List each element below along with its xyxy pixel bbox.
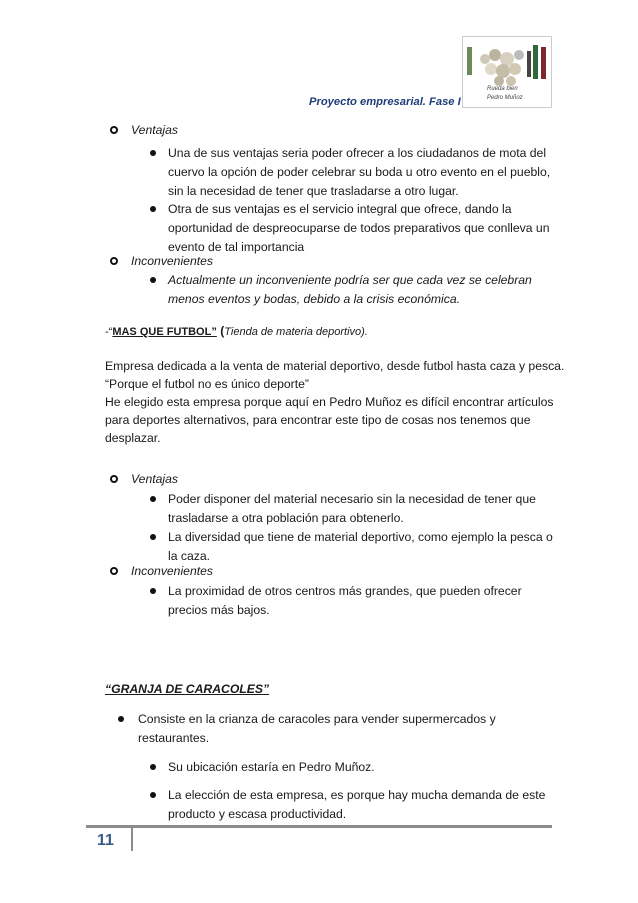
- bullet-circle: [110, 567, 118, 575]
- title-paren: (: [216, 324, 225, 338]
- logo-caption-1: Rueda bien: [487, 86, 518, 92]
- s2-p-line4: para deportes alternativos, para encontrar este tipo de cosas nos tenemos que: [105, 413, 531, 427]
- bullet-dot: [150, 150, 156, 156]
- header-title: Proyecto empresarial. Fase I: [309, 96, 461, 108]
- s2-v1-line1: Poder disponer del material necesario sin la necesidad de tener que: [168, 492, 536, 506]
- inconvenientes-heading: Inconvenientes: [131, 564, 213, 578]
- bullet-dot: [150, 277, 156, 283]
- s3-b2-line1: Su ubicación estaría en Pedro Muñoz.: [168, 760, 375, 774]
- ventajas-heading: Ventajas: [131, 123, 178, 137]
- s2-v2-line2: la caza.: [168, 549, 211, 563]
- s1-i1-line1: Actualmente un inconveniente podría ser que cada vez se celebran: [168, 273, 532, 287]
- bullet-dot: [118, 716, 124, 722]
- header-logo: [462, 36, 552, 108]
- s1-v1-line1: Una de sus ventajas seria poder ofrecer a los ciudadanos de mota del: [168, 146, 547, 160]
- bullet-dot: [150, 792, 156, 798]
- bullet-dot: [150, 534, 156, 540]
- bullet-dot: [150, 588, 156, 594]
- s2-v1-line2: trasladarse a otra población para obtenerlo.: [168, 511, 404, 525]
- ventajas-heading: Ventajas: [131, 472, 178, 486]
- s1-i1-line2: menos eventos y bodas, debido a la crisis económica.: [168, 292, 460, 306]
- logo-caption-2: Pedro Muñoz: [487, 95, 523, 101]
- s3-b3-line1: La elección de esta empresa, es porque hay mucha demanda de este: [168, 788, 546, 802]
- page-number: 11: [97, 832, 114, 849]
- footer-rule: [86, 825, 552, 828]
- s1-v2-line2: oportunidad de despreocuparse de todos preparativos que conlleva un: [168, 221, 550, 235]
- s2-p-line5: desplazar.: [105, 431, 161, 445]
- title-prefix: -“: [105, 326, 113, 338]
- s1-v1-line2: cuervo la opción de poder celebrar su boda u otro evento en el pueblo,: [168, 165, 551, 179]
- s1-v1-line3: sin la necesidad de tener que trasladarse a otro lugar.: [168, 184, 459, 198]
- s1-v2-line3: evento de tal importancia: [168, 240, 305, 254]
- bullet-dot: [150, 496, 156, 502]
- inconvenientes-heading: Inconvenientes: [131, 254, 213, 268]
- footer-divider: [131, 825, 133, 851]
- bullet-circle: [110, 475, 118, 483]
- bullet-circle: [110, 126, 118, 134]
- s3-b1-line1: Consiste en la crianza de caracoles para vender supermercados y: [138, 712, 496, 726]
- s2-p-line1: Empresa dedicada a la venta de material deportivo, desde futbol hasta caza y pesca.: [105, 359, 565, 373]
- bullet-circle: [110, 257, 118, 265]
- s3-b3-line2: producto y escasa productividad.: [168, 807, 347, 821]
- s2-p-line3: He elegido esta empresa porque aquí en Pedro Muñoz es difícil encontrar artículos: [105, 395, 554, 409]
- bullet-dot: [150, 206, 156, 212]
- title-subtitle: Tienda de materia deportivo).: [224, 326, 368, 338]
- bullet-dot: [150, 764, 156, 770]
- section-title-futbol: [105, 322, 368, 341]
- s2-i1-line1: La proximidad de otros centros más grandes, que pueden ofrecer: [168, 584, 522, 598]
- s2-i1-line2: precios más bajos.: [168, 603, 270, 617]
- title-main: MAS QUE FUTBOL”: [112, 326, 217, 338]
- s2-v2-line1: La diversidad que tiene de material deportivo, como ejemplo la pesca o: [168, 530, 553, 544]
- section-title-caracoles: “GRANJA DE CARACOLES”: [105, 682, 270, 696]
- s2-p-line2: “Porque el futbol no es único deporte”: [105, 377, 309, 391]
- s3-b1-line2: restaurantes.: [138, 731, 210, 745]
- s1-v2-line1: Otra de sus ventajas es el servicio integral que ofrece, dando la: [168, 202, 512, 216]
